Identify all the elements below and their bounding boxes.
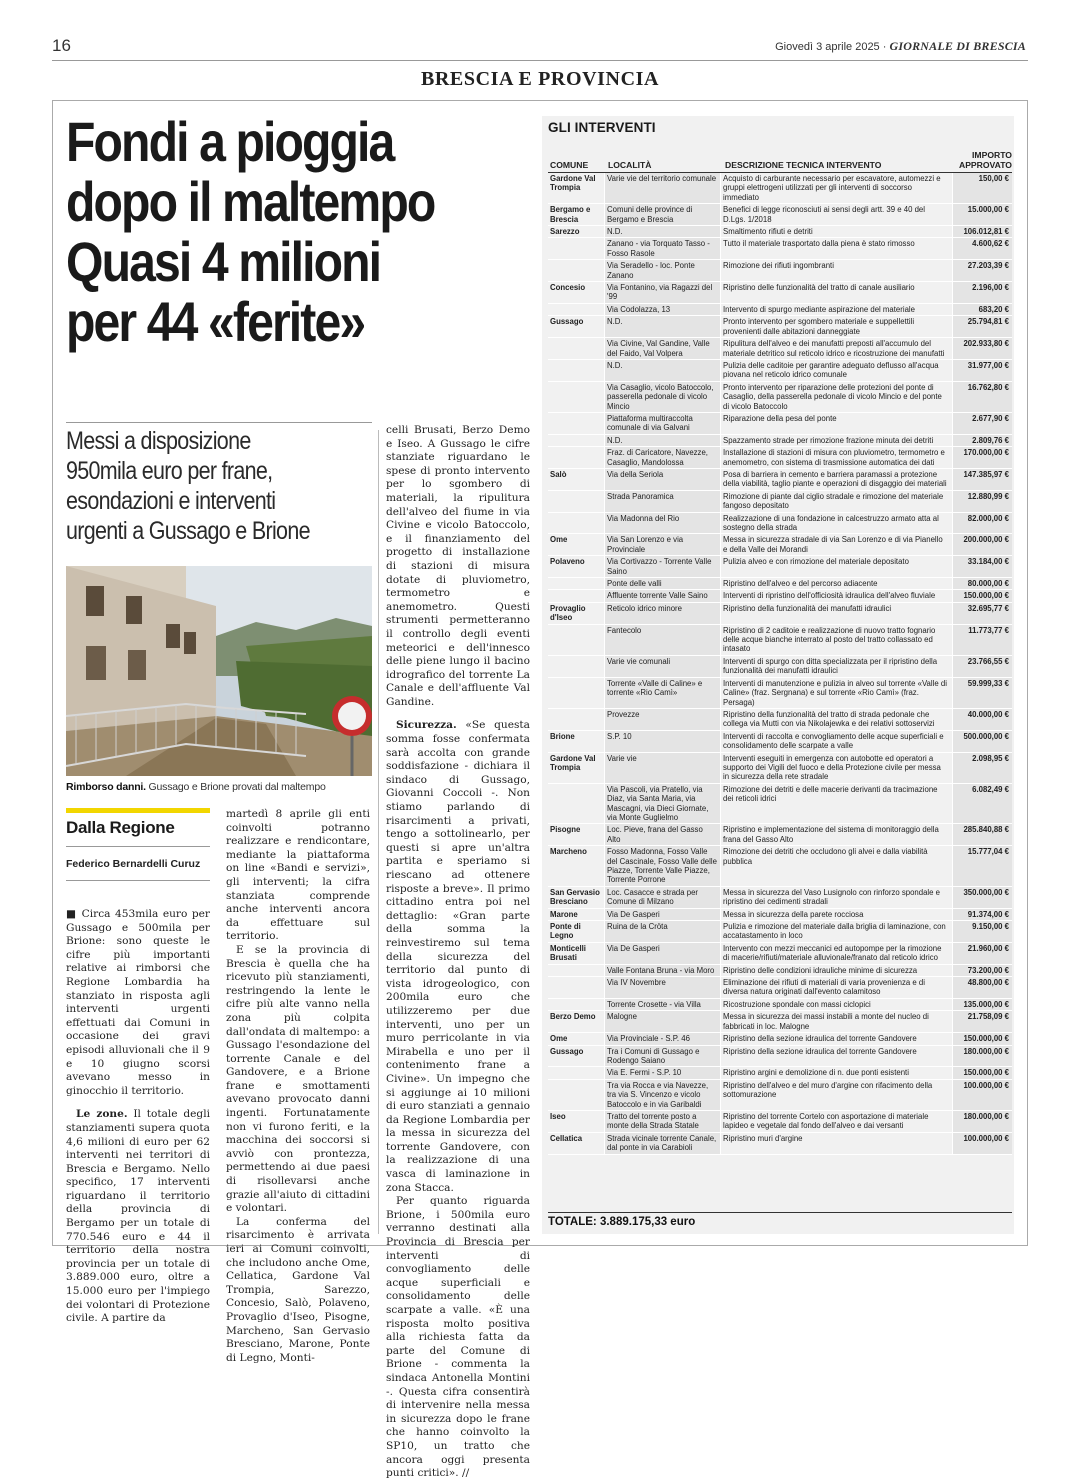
dateline-separator: ·: [882, 41, 887, 53]
cell-comune: Salò: [548, 469, 604, 490]
cell-comune: [548, 678, 604, 708]
cell-localita: Malogne: [604, 1011, 720, 1032]
subhead-rule: [66, 422, 372, 423]
cell-descrizione: Rimozione dei detriti e delle macerie derivanti da tracimazione dei reticoli idrici: [720, 784, 952, 824]
table-row: [548, 282, 1012, 304]
table-row: [548, 921, 1012, 943]
column-divider: [378, 430, 379, 1234]
cell-descrizione: Ripristino della sezione idraulica del torrente Gandovere: [720, 1033, 952, 1044]
cell-importo: 500.000,00 €: [952, 731, 1012, 752]
cell-importo: 21.960,00 €: [952, 943, 1012, 964]
cell-comune: [548, 1080, 604, 1110]
table-row: [548, 753, 1012, 784]
table-row: [548, 238, 1012, 260]
cell-importo: 200.000,00 €: [952, 534, 1012, 555]
cell-importo: 2.677,90 €: [952, 413, 1012, 434]
cell-importo: 11.773,77 €: [952, 625, 1012, 655]
cell-localita: Torrente «Valle di Caline» e torrente «Rio Camì»: [604, 678, 720, 708]
cell-importo: 73.200,00 €: [952, 965, 1012, 976]
cell-localita: Loc. Pieve, frana del Gasso Alto: [604, 824, 720, 845]
cell-importo: 80.000,00 €: [952, 578, 1012, 589]
table-row: [548, 603, 1012, 625]
cell-comune: Monticelli Brusati: [548, 943, 604, 964]
cell-importo: 150.000,00 €: [952, 1067, 1012, 1078]
table-row: [548, 965, 1012, 977]
cell-comune: [548, 491, 604, 512]
newspaper-name: GIORNALE DI BRESCIA: [889, 39, 1026, 53]
table-row: [548, 784, 1012, 825]
flood-street-photo: [66, 566, 372, 776]
cell-importo: 9.150,00 €: [952, 921, 1012, 942]
cell-comune: Bergamo e Brescia: [548, 204, 604, 225]
cell-importo: 180.000,00 €: [952, 1046, 1012, 1067]
cell-descrizione: Pronto intervento per riparazione delle protezioni del ponte di Casaglio, della passerella pedonale di vicolo Mincio e del ponte di vicolo Batoccolo: [720, 382, 952, 412]
paragraph: E se la provincia di Brescia è quella che ha ricevuto più stanziamenti, restringendo la lente le cifre più alte vanno nella zona più colpita dall'ondata di maltempo: a Gussago l'esondazione del torrente Canale e del Gandovere, e a Brione frane e smottamenti avevano provocato danni ingenti. Fortunatamente non vi furono feriti, e la macchina dei soccorsi si avviò con prontezza, permettendo ai due paesi di risollevarsi anche grazie all'aiuto di cittadini e volontari.: [226, 943, 370, 1215]
table-row: [548, 534, 1012, 556]
table-row: [548, 846, 1012, 887]
header-rule: [52, 60, 1028, 61]
cell-localita: Via Seradello - loc. Ponte Zanano: [604, 260, 720, 281]
cell-comune: Brione: [548, 731, 604, 752]
cell-importo: 2.098,95 €: [952, 753, 1012, 783]
cell-localita: Zanano - via Torquato Tasso - Fosso Rasole: [604, 238, 720, 259]
subhead-line: 950mila euro per frane,: [66, 457, 273, 485]
cell-localita: Provezze: [604, 709, 720, 730]
cell-localita: Via IV Novembre: [604, 977, 720, 998]
cell-descrizione: Interventi di ripristino dell'officiosità idraulica dell'alveo fluviale: [720, 590, 952, 601]
cell-importo: 683,20 €: [952, 304, 1012, 315]
cell-localita: Varie vie comunali: [604, 656, 720, 677]
cell-localita: Strada Panoramica: [604, 491, 720, 512]
cell-importo: 350.000,00 €: [952, 887, 1012, 908]
paragraph: [386, 719, 530, 1195]
table-row: [548, 656, 1012, 678]
table-row: [548, 360, 1012, 382]
cell-localita: Via Cortivazzo - Torrente Valle Saino: [604, 556, 720, 577]
cell-importo: 4.600,62 €: [952, 238, 1012, 259]
cell-comune: [548, 238, 604, 259]
table-row: [548, 556, 1012, 578]
cell-comune: Concesio: [548, 282, 604, 303]
cell-descrizione: Interventi di raccolta e convogliamento delle acque superficiali e consolidamento delle scarpate a valle: [720, 731, 952, 752]
cell-localita: N.D.: [604, 316, 720, 337]
cell-comune: Pisogne: [548, 824, 604, 845]
table-header: [548, 143, 1012, 171]
cell-descrizione: Interventi di spurgo con ditta specializzata per il ripristino della funzionalità dei manufatti idraulici: [720, 656, 952, 677]
cell-descrizione: Realizzazione di una fondazione in calcestruzzo armato atta al sostegno della strada: [720, 513, 952, 534]
table-row: [548, 943, 1012, 965]
cell-importo: 170.000,00 €: [952, 447, 1012, 468]
cell-importo: 15.777,04 €: [952, 846, 1012, 886]
cell-descrizione: Ripristino delle condizioni idrauliche minime di sicurezza: [720, 965, 952, 976]
cell-comune: Provaglio d'Iseo: [548, 603, 604, 624]
cell-localita: Affluente torrente Valle Saino: [604, 590, 720, 601]
subhead-line: esondazioni e interventi: [66, 487, 276, 515]
cell-descrizione: Spazzamento strade per rimozione frazione minuta dei detriti: [720, 435, 952, 446]
cell-localita: Via Fontanino, via Ragazzi del '99: [604, 282, 720, 303]
article-column-2: [226, 808, 370, 1365]
article-column-3: [386, 424, 530, 1481]
section-title: BRESCIA E PROVINCIA: [420, 68, 660, 90]
cell-descrizione: Pulizia e rimozione del materiale dalla briglia di laminazione, con accatastamento in loco: [720, 921, 952, 942]
table-row: [548, 678, 1012, 709]
cell-localita: Tra via Rocca e via Navezze, tra via S. Vincenzo e vicolo Batoccolo e in via Garibaldi: [604, 1080, 720, 1110]
kicker-rule: [66, 846, 210, 847]
cell-localita: Ruina de la Cröta: [604, 921, 720, 942]
kicker: Dalla Regione: [66, 818, 175, 837]
cell-descrizione: Messa in sicurezza stradale di via San Lorenzo e di via Pianello e della Valle dei Morandi: [720, 534, 952, 555]
table-row: [548, 909, 1012, 921]
paragraph: [66, 1108, 210, 1326]
article-column-1: [66, 908, 210, 1326]
table-row: [548, 887, 1012, 909]
headline-line: dopo il maltempo: [66, 170, 435, 233]
cell-comune: [548, 965, 604, 976]
cell-localita: Valle Fontana Bruna - via Moro: [604, 965, 720, 976]
table-row: [548, 1033, 1012, 1045]
cell-localita: Via E. Fermi - S.P. 10: [604, 1067, 720, 1078]
subhead-line: Messi a disposizione: [66, 427, 251, 455]
cell-comune: Ponte di Legno: [548, 921, 604, 942]
cell-localita: Via della Seriola: [604, 469, 720, 490]
cell-comune: [548, 304, 604, 315]
cell-comune: Sarezzo: [548, 226, 604, 237]
table-row: [548, 204, 1012, 226]
total-label: TOTALE:: [548, 1216, 597, 1228]
cell-comune: Marcheno: [548, 846, 604, 886]
paragraph-text: Il totale degli stanziamenti supera quota 4,6 milioni di euro per 62 interventi nei territori di Brescia e Bergamo. Nello specifico, 17 interventi riguardano il territorio della provincia di Bergamo per un totale di 770.546 euro e 44 il territorio della nostra provincia per un totale di 3.889.000 euro, oltre a 15.000 euro per l'impiego dei volontari di Protezione civile. A partire da: [66, 1108, 210, 1325]
cell-descrizione: Rimozione di piante dal ciglio stradale e rimozione del materiale fangoso depositato: [720, 491, 952, 512]
header-localita: LOCALITÀ: [608, 160, 652, 170]
headline-line: per 44 «ferite»: [66, 290, 365, 353]
cell-importo: 40.000,00 €: [952, 709, 1012, 730]
cell-importo: 150.000,00 €: [952, 1033, 1012, 1044]
cell-importo: 32.695,77 €: [952, 603, 1012, 624]
cell-importo: 2.196,00 €: [952, 282, 1012, 303]
cell-importo: 2.809,76 €: [952, 435, 1012, 446]
cell-importo: 91.374,00 €: [952, 909, 1012, 920]
table-row: [548, 578, 1012, 590]
cell-localita: N.D.: [604, 226, 720, 237]
cell-importo: 48.800,00 €: [952, 977, 1012, 998]
cell-comune: [548, 656, 604, 677]
cell-importo: 12.880,99 €: [952, 491, 1012, 512]
table-row: [548, 1046, 1012, 1068]
cell-descrizione: Ripristino del torrente Cortelo con asportazione di materiale lapideo e vegetale dal fondo dell'alveo e dai versanti: [720, 1111, 952, 1132]
cell-localita: Tra i Comuni di Gussago e Rodengo Saiano: [604, 1046, 720, 1067]
header-importo-2: APPROVATO: [958, 160, 1012, 170]
table-row: [548, 338, 1012, 360]
cell-localita: Via Madonna del Rio: [604, 513, 720, 534]
cell-descrizione: Ripristino e implementazione del sistema di monitoraggio della frana del Gasso Alto: [720, 824, 952, 845]
table-row: [548, 625, 1012, 656]
table-row: [548, 1133, 1012, 1155]
paragraph: ■ Circa 453mila euro per Gussago e 500mila per Brione: sono queste le cifre più importanti relative ai rimborsi che Regione Lombardia ha stanziato in risposta agli interventi urgenti effettuati dai Comuni in occasione dei gravi episodi alluvionali che il 9 e 10 giugno scorsi avevano messo in ginocchio il territorio.: [66, 908, 210, 1097]
paragraph-lead: Le zone.: [76, 1108, 128, 1121]
interventions-table: [548, 172, 1012, 1155]
paragraph: La conferma del risarcimento è arrivata ieri ai Comuni coinvolti, che includono anche Ome, Cellatica, Gardone Val Trompia, Sarezzo, Concesio, Salò, Polaveno, Provaglio d'Iseo, Pisogne, Marcheno, San Gervasio Bresciano, Marone, Ponte di Legno, Monti-: [226, 1215, 370, 1364]
cell-comune: Ome: [548, 1033, 604, 1044]
table-row: [548, 731, 1012, 753]
cell-comune: [548, 999, 604, 1010]
cell-importo: 180.000,00 €: [952, 1111, 1012, 1132]
caption-text: Gussago e Brione provati dal maltempo: [145, 781, 326, 793]
total-rule: [548, 1212, 1012, 1213]
headline-line: Fondi a pioggia: [66, 110, 394, 173]
cell-localita: Varie vie: [604, 753, 720, 783]
cell-importo: 150.000,00 €: [952, 590, 1012, 601]
cell-descrizione: Installazione di stazioni di misura con pluviometro, termometro e anemometro, con sistema di trasmissione automatica dei dati: [720, 447, 952, 468]
cell-descrizione: Messa in sicurezza del Vaso Lusignolo con rinforzo spondale e ripristino dei cedimenti stradali: [720, 887, 952, 908]
cell-descrizione: Pulizia alveo e con rimozione del materiale depositato: [720, 556, 952, 577]
header-importo: [959, 150, 1012, 170]
byline-rule: [66, 880, 210, 881]
dateline: [775, 39, 1026, 54]
cell-descrizione: Tutto il materiale trasportato dalla piena è stato rimosso: [720, 238, 952, 259]
cell-descrizione: Messa in sicurezza della parete rocciosa: [720, 909, 952, 920]
cell-importo: 100.000,00 €: [952, 1133, 1012, 1154]
cell-comune: [548, 977, 604, 998]
cell-descrizione: Intervento di spurgo mediante aspirazione del materiale: [720, 304, 952, 315]
issue-date: Giovedì 3 aprile 2025: [775, 41, 880, 53]
cell-localita: Fosso Madonna, Fosso Valle del Cascinale, Fosso Valle delle Piazze, Torrente Valle Piazze, Torrente Porrone: [604, 846, 720, 886]
cell-importo: 135.000,00 €: [952, 999, 1012, 1010]
cell-comune: [548, 360, 604, 381]
cell-localita: Comuni delle province di Bergamo e Brescia: [604, 204, 720, 225]
cell-descrizione: Ripristino della funzionalità del tratto di strada pedonale che collega via Mutti con via Nikolajewka e dei relativi sottoservizi: [720, 709, 952, 730]
cell-localita: S.P. 10: [604, 731, 720, 752]
cell-comune: Cellatica: [548, 1133, 604, 1154]
cell-comune: [548, 513, 604, 534]
cell-localita: Reticolo idrico minore: [604, 603, 720, 624]
cell-localita: Via De Gasperi: [604, 943, 720, 964]
headline: [66, 112, 463, 352]
cell-descrizione: Smaltimento rifiuti e detriti: [720, 226, 952, 237]
cell-descrizione: Ripristino delle funzionalità del tratto di canale ausiliario: [720, 282, 952, 303]
table-row: [548, 590, 1012, 602]
table-row: [548, 413, 1012, 435]
cell-comune: Gussago: [548, 316, 604, 337]
cell-localita: Via Casaglio, vicolo Batoccolo, passerella pedonale di vicolo Mincio: [604, 382, 720, 412]
cell-localita: Fraz. di Caricatore, Navezze, Casaglio, Mandolossa: [604, 447, 720, 468]
cell-descrizione: Ripristino della sezione idraulica del torrente Gandovere: [720, 1046, 952, 1067]
cell-comune: [548, 784, 604, 824]
cell-descrizione: Ripulitura dell'alveo e dei manufatti preposti all'accumulo del materiale detritico sul reticolo idrico e ricostruzione dei manufatti: [720, 338, 952, 359]
table-row: [548, 447, 1012, 469]
table-row: [548, 491, 1012, 513]
cell-importo: 21.758,09 €: [952, 1011, 1012, 1032]
cell-importo: 15.000,00 €: [952, 204, 1012, 225]
cell-descrizione: Messa in sicurezza dei massi instabili a monte del nucleo di fabbricati in loc. Malogne: [720, 1011, 952, 1032]
cell-comune: [548, 590, 604, 601]
paragraph-lead: Sicurezza.: [396, 719, 457, 732]
cell-comune: Polaveno: [548, 556, 604, 577]
photo-illustration: [66, 566, 372, 776]
cell-descrizione: Interventi di manutenzione e pulizia in alveo sul torrente «Valle di Caline» (fraz. Sergnana) e sul torrente «Rio Camì» (fraz. Persaga): [720, 678, 952, 708]
cell-localita: Ponte delle valli: [604, 578, 720, 589]
cell-comune: [548, 338, 604, 359]
table-row: [548, 999, 1012, 1011]
paragraph: martedì 8 aprile gli enti coinvolti potranno realizzare e rendicontare, mediante la piattaforma on line «Bandi e servizi», gli interventi; la cifra stanziata comprende anche interventi ancora da effettuare sul territorio.: [226, 808, 370, 943]
cell-localita: Via San Lorenzo e via Provinciale: [604, 534, 720, 555]
cell-comune: Marone: [548, 909, 604, 920]
table-row: [548, 709, 1012, 731]
cell-descrizione: Eliminazione dei rifiuti di materiali di varia provenienza e di diversa natura originati dall'evento calamitoso: [720, 977, 952, 998]
header-descrizione: DESCRIZIONE TECNICA INTERVENTO: [725, 160, 882, 170]
table-row: [548, 304, 1012, 316]
cell-localita: Via Pascoli, via Pratello, via Diaz, via Santa Maria, via Mascagni, via Dieci Giornate, via Monte Guglielmo: [604, 784, 720, 824]
paragraph-text: «Se questa somma fosse confermata sarà accolta con grande soddisfazione - dichiara il sindaco di Gussago, Giovanni Coccoli -. Non stiamo parlando di risarcimenti a privati, tengo a sottolinearlo, per questi si apre un'altra partita e speriamo si riescano ad ottenere risposte a breve». Il primo cittadino entra poi nel dettaglio: «Gran parte della somma la reinvestiremo sul tema della sicurezza del territorio dal punto di vista idrogeologico, con 200mila euro che utilizzeremo per due interventi, uno per un muro perricolante in via Mirabella e uno per il contenimento frane a Civine». Un impegno che si aggiunge ai 10 milioni di euro stanziati a gennaio da Regione Lombardia per la messa in sicurezza del torrente Gandovere, con la realizzazione di una vasca di laminazione in zona Stacca.: [386, 719, 530, 1194]
cell-comune: [548, 625, 604, 655]
cell-localita: Loc. Casacce e strada per Comune di Milzano: [604, 887, 720, 908]
table-row: [548, 1011, 1012, 1033]
cell-comune: Iseo: [548, 1111, 604, 1132]
cell-importo: 202.933,80 €: [952, 338, 1012, 359]
subheadline: [66, 426, 324, 546]
cell-localita: N.D.: [604, 435, 720, 446]
cell-comune: Gussago: [548, 1046, 604, 1067]
cell-comune: [548, 447, 604, 468]
cell-descrizione: Ricostruzione spondale con massi ciclopici: [720, 999, 952, 1010]
cell-localita: Varie vie del territorio comunale: [604, 173, 720, 203]
cell-localita: Via Provinciale - S.P. 46: [604, 1033, 720, 1044]
cell-localita: Piattaforma multiraccolta comunale di via Galvani: [604, 413, 720, 434]
cell-localita: Tratto del torrente posto a monte della Strada Statale: [604, 1111, 720, 1132]
cell-descrizione: Ripristino dell'alveo e del muro d'argine con rifacimento della sottomurazione: [720, 1080, 952, 1110]
header-comune: COMUNE: [550, 160, 589, 170]
photo-caption: [66, 781, 372, 793]
cell-comune: Berzo Demo: [548, 1011, 604, 1032]
cell-comune: [548, 578, 604, 589]
cell-comune: [548, 1067, 604, 1078]
cell-importo: 31.977,00 €: [952, 360, 1012, 381]
table-row: [548, 1080, 1012, 1111]
table-row: [548, 316, 1012, 338]
cell-importo: 285.840,88 €: [952, 824, 1012, 845]
cell-localita: Fantecolo: [604, 625, 720, 655]
header-importo-1: IMPORTO: [972, 150, 1012, 160]
table-row: [548, 173, 1012, 204]
table-row: [548, 435, 1012, 447]
cell-importo: 147.385,97 €: [952, 469, 1012, 490]
subhead-line: urgenti a Gussago e Brione: [66, 517, 310, 545]
cell-comune: [548, 435, 604, 446]
table-row: [548, 382, 1012, 413]
cell-localita: Via De Gasperi: [604, 909, 720, 920]
cell-localita: Strada vicinale torrente Canale, dal ponte in via Carabioli: [604, 1133, 720, 1154]
cell-comune: San Gervasio Bresciano: [548, 887, 604, 908]
cell-descrizione: Acquisto di carburante necessario per escavatore, automezzi e gruppi elettrogeni utilizzati per gli interventi di soccorso immediato: [720, 173, 952, 203]
cell-descrizione: Ripristino muri d'argine: [720, 1133, 952, 1154]
cell-descrizione: Rimozione dei detriti che occludono gli alvei e dalla viabilità pubblica: [720, 846, 952, 886]
table-row: [548, 469, 1012, 491]
page-number: 16: [52, 36, 71, 55]
table-title: GLI INTERVENTI: [548, 120, 656, 135]
cell-descrizione: Intervento con mezzi meccanici ed autopompe per la rimozione di macerie/rifiuti/materiale alluvionale/franato dal reticolo idrico: [720, 943, 952, 964]
table-row: [548, 260, 1012, 282]
cell-descrizione: Ripristino di 2 caditoie e realizzazione di nuovo tratto fognario delle acque bianche interrato al posto del tratto collassato ed intasato: [720, 625, 952, 655]
cell-descrizione: Riparazione della pesa del ponte: [720, 413, 952, 434]
table-row: [548, 513, 1012, 535]
cell-localita: Via Civine, Val Gandine, Valle del Faido, Val Volpera: [604, 338, 720, 359]
cell-importo: 59.999,33 €: [952, 678, 1012, 708]
cell-descrizione: Interventi eseguiti in emergenza con autobotte ed operatori a supporto dei Vigili del fuoco e della Protezione civile per messa in sicurezza della rete stradale: [720, 753, 952, 783]
table-total: [548, 1216, 695, 1228]
cell-descrizione: Ripristino dell'alveo e del percorso adiacente: [720, 578, 952, 589]
cell-importo: 16.762,80 €: [952, 382, 1012, 412]
paragraph: celli Brusati, Berzo Demo e Iseo. A Gussago le cifre stanziate riguardano le spese di pronto intervento per lo sgombero di materiali, la ripulitura dell'alveo del fiume in via Civine e vicolo Batoccolo, e il finanziamento del progetto di installazione di stazioni di misura dotate di pluviometro, termometro e anemometro. Questi strumenti permetteranno il controllo degli eventi meteorici e dell'innesco delle piene lungo il bacino idrografico del torrente La Canale e dell'affluente Val Gandine.: [386, 424, 530, 708]
headline-line: Quasi 4 milioni: [66, 230, 381, 293]
byline: Federico Bernardelli Curuz: [66, 858, 201, 870]
table-row: [548, 1067, 1012, 1079]
cell-comune: Gardone Val Trompia: [548, 173, 604, 203]
table-row: [548, 1111, 1012, 1133]
caption-lead: Rimborso danni.: [66, 781, 146, 793]
cell-descrizione: Rimozione dei rifiuti ingombranti: [720, 260, 952, 281]
cell-localita: Via Codolazza, 13: [604, 304, 720, 315]
cell-descrizione: Pronto intervento per sgombero materiale e suppellettili provenienti dalle abitazioni danneggiate: [720, 316, 952, 337]
cell-localita: Torrente Crosette - via Villa: [604, 999, 720, 1010]
cell-descrizione: Pulizia delle caditoie per garantire adeguato deflusso all'acqua piovana nel reticolo idrico comunale: [720, 360, 952, 381]
kicker-accent-bar: [66, 808, 210, 813]
cell-descrizione: Posa di barriera in cemento e barriera paramassi a protezione della viabilità, taglio piante e operazioni di disgaggio dei materiali: [720, 469, 952, 490]
cell-comune: [548, 709, 604, 730]
cell-importo: 6.082,49 €: [952, 784, 1012, 824]
cell-comune: [548, 382, 604, 412]
cell-comune: [548, 413, 604, 434]
table-row: [548, 977, 1012, 999]
cell-descrizione: Ripristino della funzionalità dei manufatti idraulici: [720, 603, 952, 624]
cell-comune: [548, 260, 604, 281]
table-row: [548, 824, 1012, 846]
cell-comune: Gardone Val Trompia: [548, 753, 604, 783]
cell-importo: 106.012,81 €: [952, 226, 1012, 237]
paragraph: Per quanto riguarda Brione, i 500mila euro verranno destinati alla Provincia di Brescia per interventi di convogliamento delle acque superficiali e consolidamento delle scarpate a valle. «È una risposta molto positiva alla richiesta fatta da parte del Comune di Brione - commenta la sindaca Antonella Montini -. Questa cifra consentirà di intervenire nella messa in sicurezza dopo le frane che hanno coinvolto la SP10, un tratto che ancora oggi presenta punti critici». //: [386, 1195, 530, 1480]
cell-importo: 82.000,00 €: [952, 513, 1012, 534]
cell-comune: Ome: [548, 534, 604, 555]
cell-importo: 27.203,39 €: [952, 260, 1012, 281]
cell-localita: N.D.: [604, 360, 720, 381]
cell-descrizione: Ripristino argini e demolizione di n. due ponti esistenti: [720, 1067, 952, 1078]
table-row: [548, 226, 1012, 238]
total-value: 3.889.175,33 euro: [599, 1216, 696, 1228]
cell-importo: 150,00 €: [952, 173, 1012, 203]
cell-importo: 100.000,00 €: [952, 1080, 1012, 1110]
cell-descrizione: Benefici di legge riconosciuti ai sensi degli artt. 39 e 40 del D.Lgs. 1/2018: [720, 204, 952, 225]
cell-importo: 33.184,00 €: [952, 556, 1012, 577]
cell-importo: 23.766,55 €: [952, 656, 1012, 677]
cell-importo: 25.794,81 €: [952, 316, 1012, 337]
